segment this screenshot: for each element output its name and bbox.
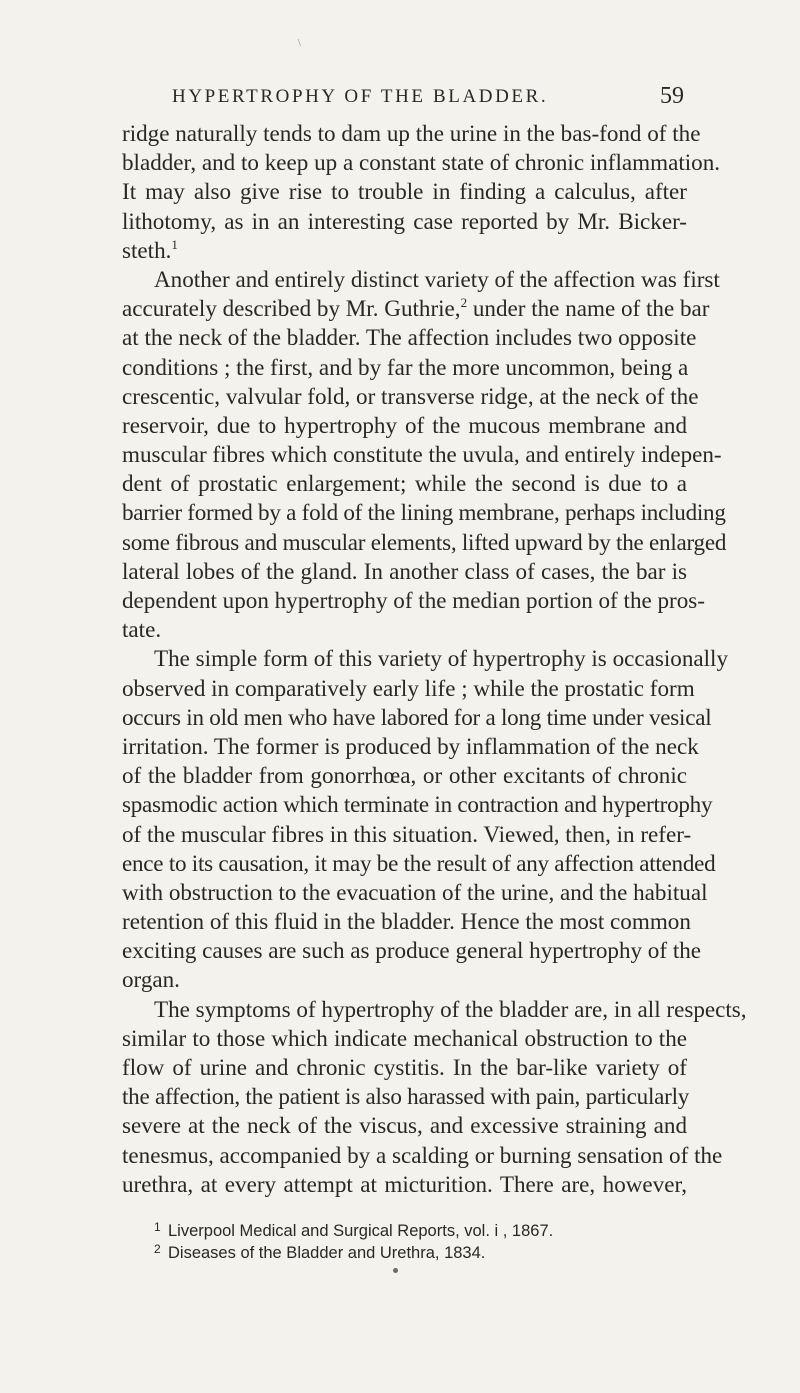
ink-spot [393,1268,398,1273]
footnotes [154,1216,694,1260]
text-line: muscular fibres which constitute the uvula, and entirely indepen- [122,441,722,468]
text-line: barrier formed by a fold of the lining membrane, perhaps including [122,499,726,526]
text-line: ence to its causation, it may be the result of any affection attended [122,849,716,876]
text-line: The simple form of this variety of hypertrophy is occasionally [154,645,728,672]
text-line: flow of urine and chronic cystitis. In the bar-like variety of [122,1054,687,1080]
text-line: dent of prostatic enlargement; while the second is due to a [122,470,687,497]
footnote-mark: 2 [154,1242,161,1256]
text-line: of the bladder from gonorrhœa, or other excitants of chronic [122,762,687,789]
text-line: ridge naturally tends to dam up the urine in the bas-fond of the [122,120,701,146]
footnote-ref: 1 [171,236,178,252]
text-line: severe at the neck of the viscus, and excessive straining and [122,1112,687,1139]
text-fragment: under the name of the bar [467,295,710,322]
text-line: lateral lobes of the gland. In another class of cases, the bar is [122,557,687,584]
running-title: HYPERTROPHY OF THE BLADDER. [172,86,549,107]
text-line: spasmodic action which terminate in contraction and hypertrophy [122,791,713,818]
text-fragment: accurately described by Mr. Guthrie, [122,295,461,322]
text-line: tate. [122,616,162,643]
text-line: occurs in old men who have labored for a long time under vesical [122,703,712,730]
text-fragment: steth. [122,236,172,263]
text-line: with obstruction to the evacuation of the urine, and the habitual [122,878,708,905]
text-line: some fibrous and muscular elements, lifted upward by the enlarged [122,528,727,555]
text-line: conditions ; the first, and by far the more uncommon, being a [122,353,689,380]
footnote-ref: 2 [460,295,468,311]
text-line: It may also give rise to trouble in finding a calculus, after [122,178,687,205]
text-line: tenesmus, accompanied by a scalding or burning sensation of the [122,1141,723,1168]
text-line: of the muscular fibres in this situation. Viewed, then, in refer- [122,820,692,847]
text-line [122,294,710,323]
text-line: the affection, the patient is also harassed with pain, particularly [122,1083,690,1110]
text-line: The symptoms of hypertrophy of the bladder are, in all respects, [154,995,747,1022]
text-line: exciting causes are such as produce general hypertrophy of the [122,937,702,964]
footnote [154,1238,694,1260]
body-text [122,119,747,1199]
page-number: 59 [660,83,684,109]
text-line: crescentic, valvular fold, or transverse ridge, at the neck of the [122,382,699,409]
text-line: at the neck of the bladder. The affection includes two opposite [122,324,697,351]
footnote [154,1216,694,1238]
text-line: dependent upon hypertrophy of the median portion of the pros- [122,587,705,613]
stray-mark: \ [298,38,301,49]
text-line: bladder, and to keep up a constant state of chronic inflammation. [122,149,721,176]
text-line: irritation. The former is produced by inflammation of the neck [122,732,699,759]
footnote-mark: 1 [154,1220,161,1234]
text-line [122,236,687,265]
footnote-text: Diseases of the Bladder and Urethra, 1834. [168,1244,486,1262]
text-line: organ. [122,966,180,993]
text-line: observed in comparatively early life ; while the prostatic form [122,674,695,701]
text-line: lithotomy, as in an interesting case reported by Mr. Bicker- [122,207,687,234]
text-line: reservoir, due to hypertrophy of the mucous membrane and [122,411,687,438]
text-line: retention of this fluid in the bladder. Hence the most common [122,908,691,935]
text-line: urethra, at every attempt at micturition. There are, however, [122,1170,687,1197]
text-line: Another and entirely distinct variety of the affection was first [154,265,720,292]
footnote-text: Liverpool Medical and Surgical Reports, vol. i , 1867. [168,1222,554,1240]
text-line: similar to those which indicate mechanical obstruction to the [122,1024,687,1051]
